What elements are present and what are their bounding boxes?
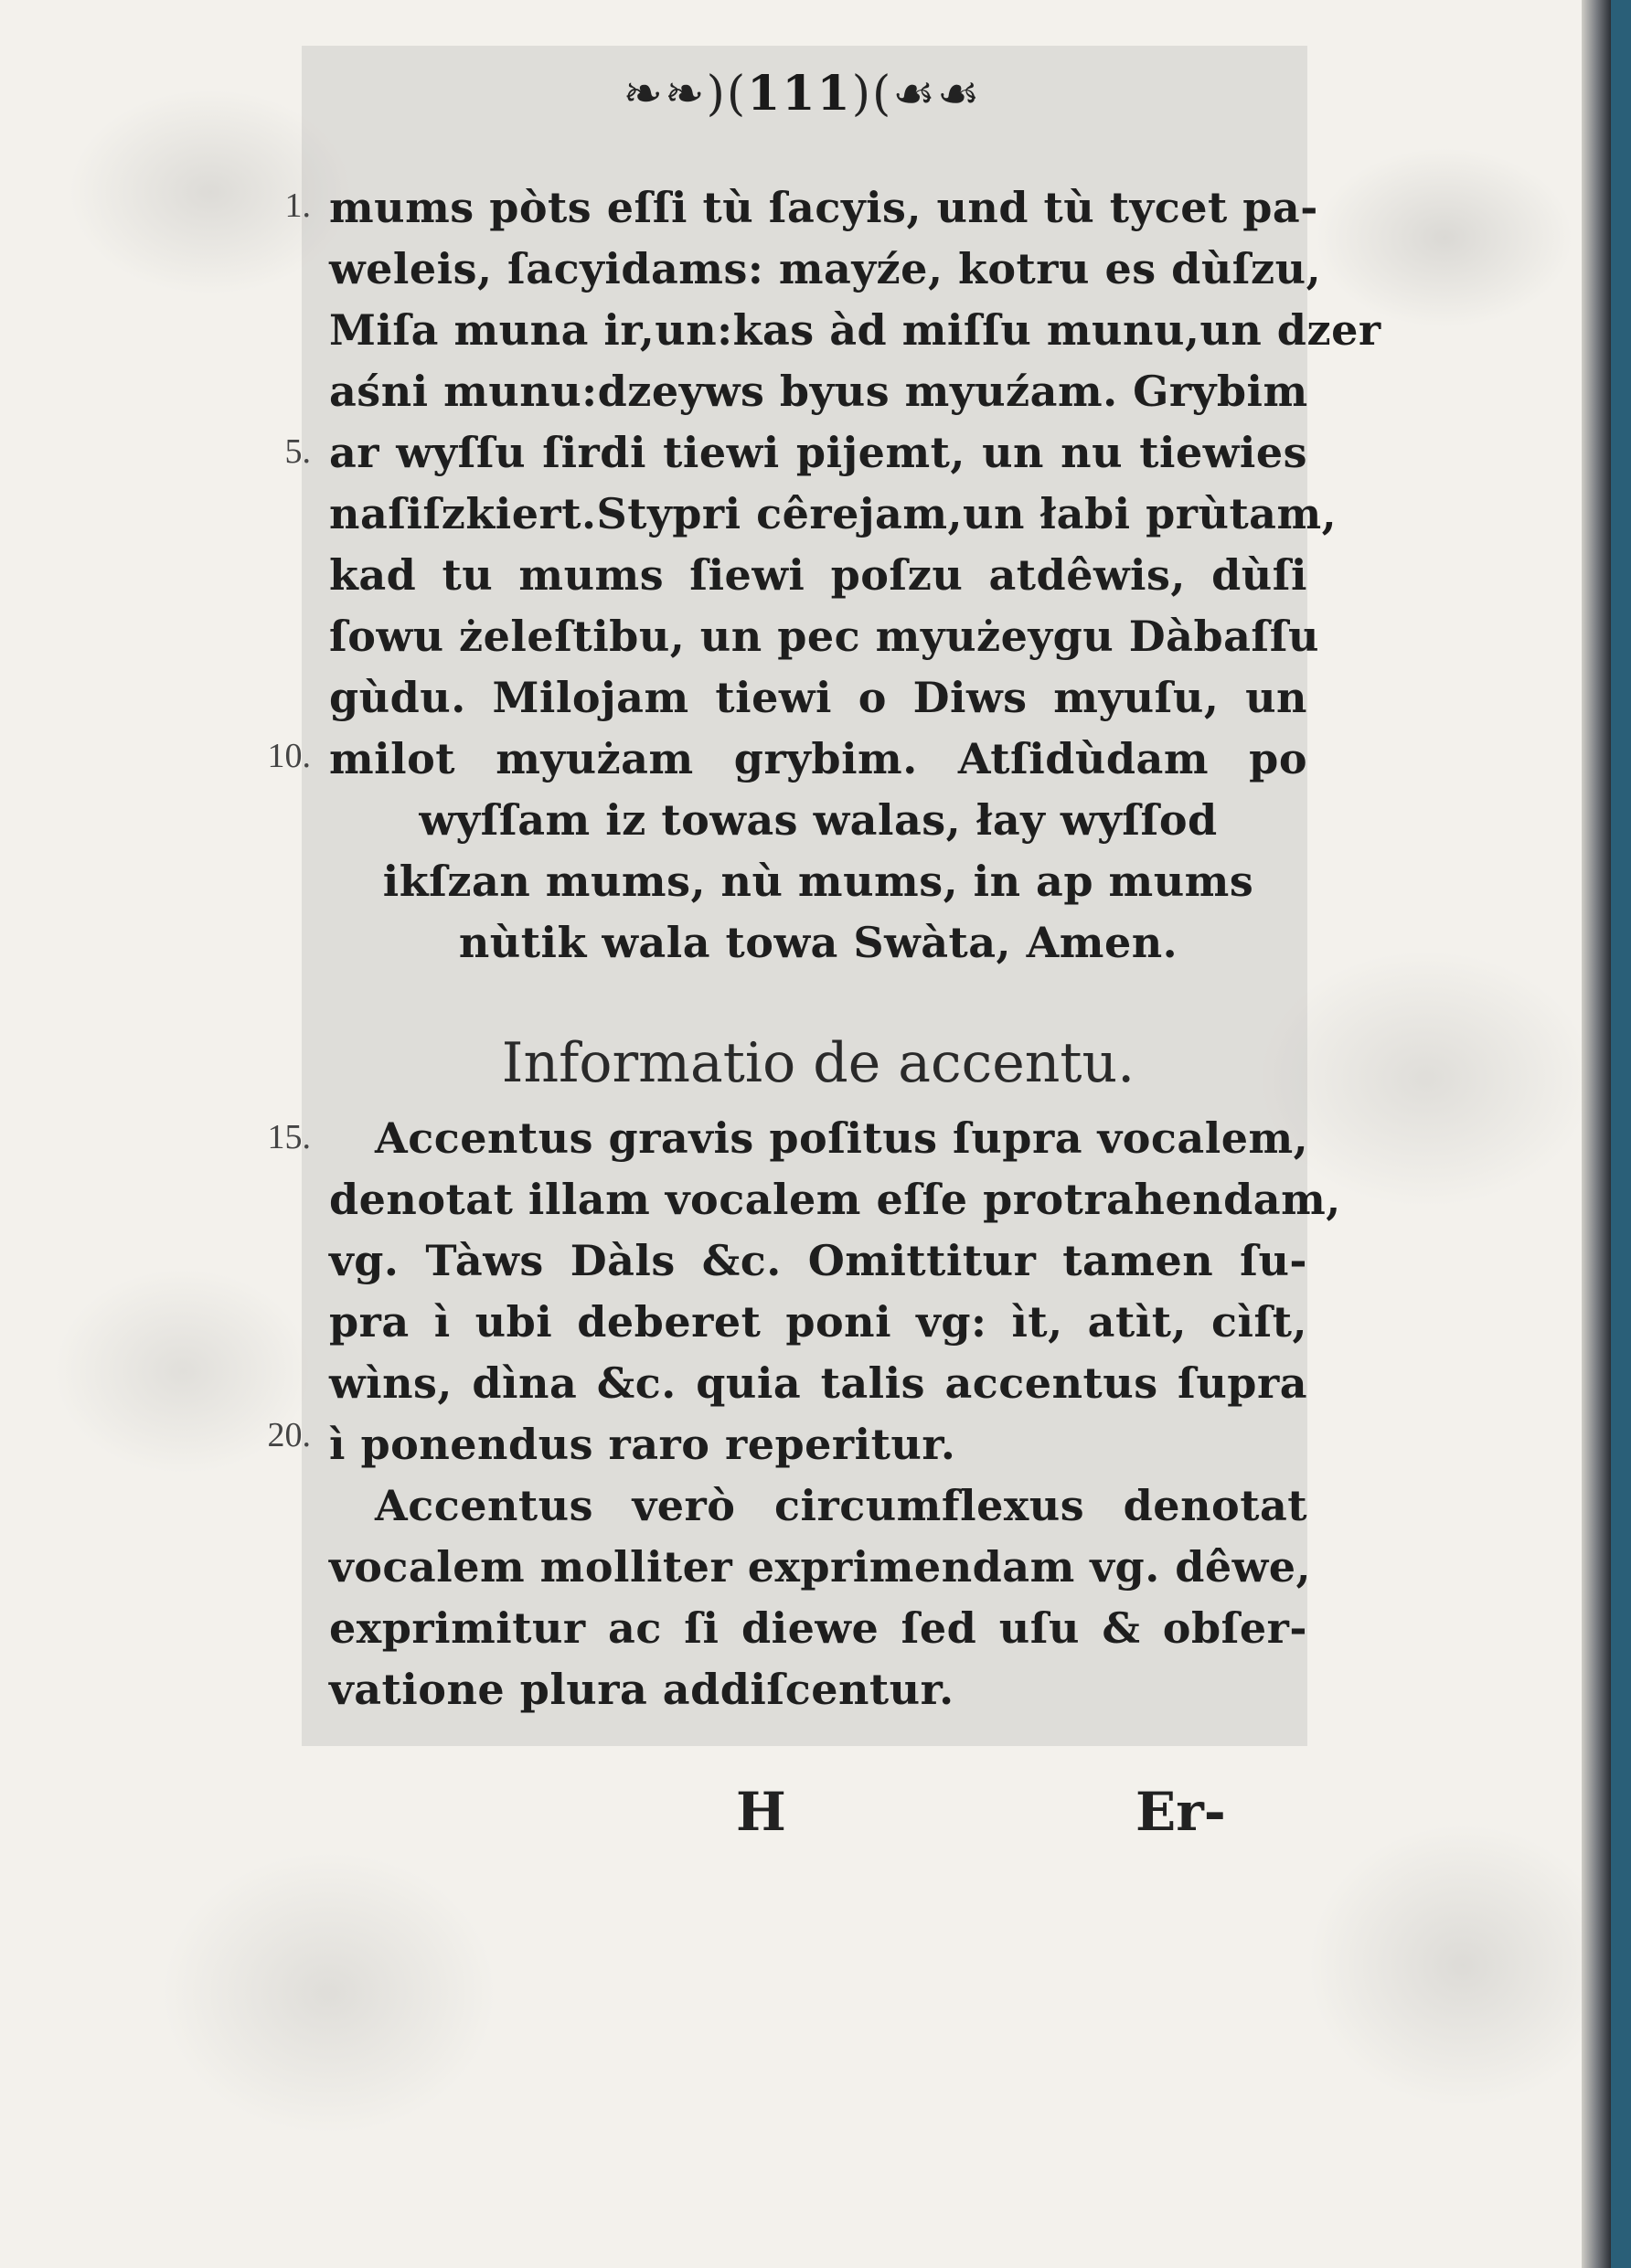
text-line: Miſa muna ir,un:kas àd miſſu munu,un dzer (329, 305, 1381, 355)
text-line: vg. Tàws Dàls &c. Omittitur tamen ſu- (329, 1236, 1307, 1285)
line-number: 10. (267, 737, 311, 775)
section-heading: Informatio de accentu. (501, 1031, 1135, 1095)
header-ornament-right: )(☙☙ (851, 67, 982, 122)
catchword: Er- (1135, 1781, 1226, 1843)
text-line: exprimitur ac ſi diewe ſed uſu & obſer- (329, 1603, 1307, 1653)
text-line: mums pòts eſſi tù ſacyis, und tù tycet pa- (329, 183, 1318, 232)
text-line: nùtik wala towa Swàta, Amen. (458, 918, 1178, 967)
text-line: wyſſam iz towas walas, łay wyſſod (419, 795, 1218, 845)
text-line: aśni munu:dzeyws byus myuźam. Grybim (329, 367, 1308, 416)
text-line: vocalem molliter exprimendam vg. dêwe, (329, 1542, 1312, 1592)
text-line: kad tu mums ſiewi poſzu atdêwis, dùſi (329, 550, 1307, 600)
text-line: pra ì ubi deberet poni vg: ìt, atìt, cìſt, (329, 1297, 1307, 1347)
text-line: Accentus verò circumflexus denotat (375, 1481, 1307, 1530)
text-line: ſowu żeleſtibu, un pec myużeygu Dàbaſſu (329, 612, 1319, 661)
text-line: gùdu. Milojam tiewi o Diws myuſu, un (329, 673, 1307, 722)
text-line: ì ponendus raro reperitur. (329, 1420, 956, 1469)
text-line: ar wyſſu ſirdi tiewi pijemt, un nu tiewies (329, 428, 1307, 477)
text-line: naſiſzkiert.Stypri cêrejam,un łabi prùtam, (329, 489, 1338, 538)
line-number: 1. (284, 186, 311, 225)
text-line: denotat illam vocalem eſſe protrahendam, (329, 1175, 1341, 1224)
text-line: vatione plura addiſcentur. (329, 1665, 954, 1714)
header-ornament-left: ❧❧)( (623, 67, 748, 122)
page-number: 111 (747, 66, 852, 122)
text-line: milot myużam grybim. Atſidùdam po (329, 734, 1307, 783)
book-cover-edge (1611, 0, 1631, 2268)
page-header (0, 66, 1604, 122)
line-number: 15. (267, 1118, 311, 1156)
text-line: Accentus gravis poſitus ſupra vocalem, (375, 1113, 1309, 1163)
text-line: wìns, dìna &c. quia talis accentus ſupra (329, 1358, 1307, 1408)
line-number: 20. (267, 1416, 311, 1454)
line-number: 5. (284, 432, 311, 471)
signature-mark: H (736, 1781, 786, 1843)
text-line: weleis, ſacyidams: mayźe, kotru es dùſzu, (329, 244, 1322, 293)
text-line: ikſzan mums, nù mums, in ap mums (382, 857, 1254, 906)
